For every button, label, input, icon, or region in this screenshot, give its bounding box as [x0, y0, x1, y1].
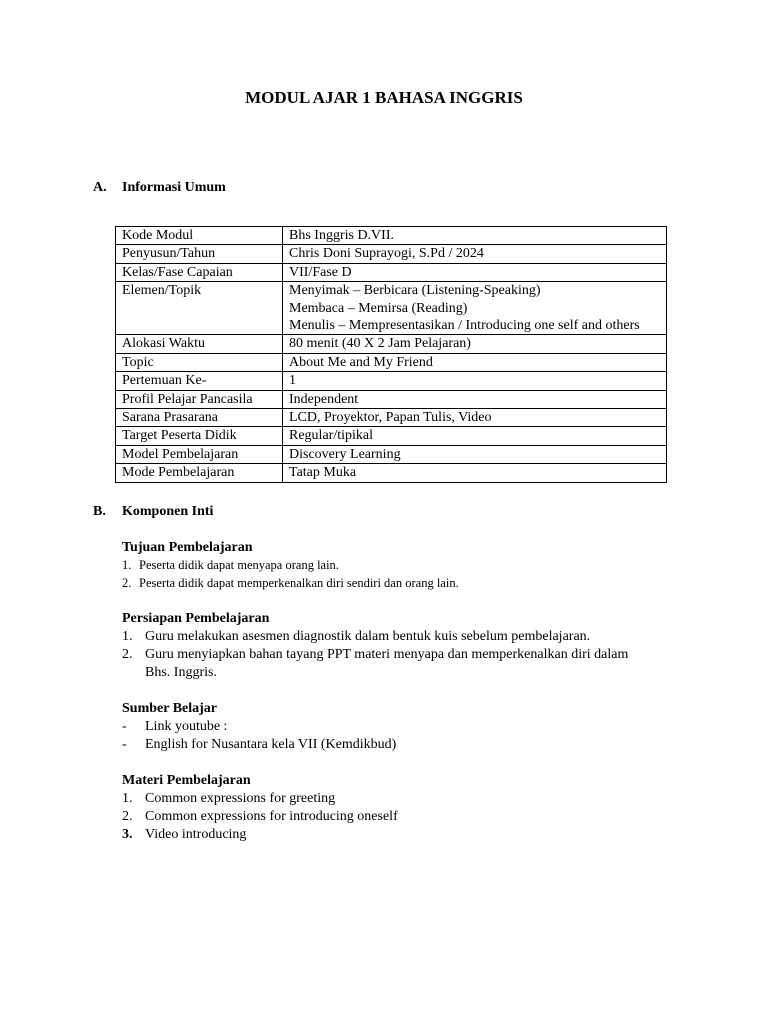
table-row	[116, 464, 667, 482]
table-label-cell: Alokasi Waktu	[116, 335, 283, 353]
list-item	[122, 628, 662, 646]
table-label-cell: Elemen/Topik	[116, 282, 283, 335]
table-label-cell: Mode Pembelajaran	[116, 464, 283, 482]
table-value-line: Membaca – Memirsa (Reading)	[289, 300, 468, 316]
section-a-heading	[93, 179, 226, 197]
table-label-cell: Model Pembelajaran	[116, 445, 283, 463]
list-marker: -	[122, 719, 127, 734]
table-row	[116, 427, 667, 445]
list-item	[122, 808, 662, 826]
list-marker: -	[122, 737, 127, 752]
table-value-cell	[283, 409, 667, 427]
table-value-cell	[283, 263, 667, 281]
list-item	[122, 736, 662, 754]
table-value-cell	[283, 353, 667, 371]
list-marker: 2.	[122, 575, 132, 590]
table-value-cell	[283, 245, 667, 263]
table-value-line: Chris Doni Suprayogi, S.Pd / 2024	[289, 246, 484, 262]
table-value-line: Tatap Muka	[289, 465, 357, 481]
table-label-cell: Target Peserta Didik	[116, 427, 283, 445]
table-label-cell: Topic	[116, 353, 283, 371]
list-item-text: Common expressions for greeting	[145, 791, 336, 806]
table-row	[116, 445, 667, 463]
table-value-cell	[283, 427, 667, 445]
list-item-text: English for Nusantara kela VII (Kemdikbud)	[145, 737, 397, 752]
table-label-cell: Kelas/Fase Capaian	[116, 263, 283, 281]
table-row	[116, 263, 667, 281]
table-row	[116, 335, 667, 353]
materi-pembelajaran-section	[122, 772, 662, 844]
list-marker: 2.	[122, 647, 133, 662]
list-item-text: Peserta didik dapat memperkenalkan diri sendiri dan orang lain.	[139, 575, 459, 590]
list-item	[122, 790, 662, 808]
tujuan-pembelajaran-list	[122, 557, 662, 592]
table-value-cell	[283, 390, 667, 408]
table-row	[116, 282, 667, 335]
table-value-line: 1	[289, 373, 296, 389]
sumber-belajar-heading: Sumber Belajar	[122, 701, 218, 716]
list-item	[122, 646, 662, 682]
table-value-line: Discovery Learning	[289, 446, 401, 462]
table-row	[116, 390, 667, 408]
list-marker: 1.	[122, 791, 133, 806]
list-item-text: Guru menyiapkan bahan tayang PPT materi menyapa dan memperkenalkan diri dalam Bhs. Inggris.	[145, 647, 629, 680]
informasi-umum-table	[115, 226, 667, 483]
table-value-line: About Me and My Friend	[289, 354, 433, 370]
list-item	[122, 575, 662, 593]
table-row	[116, 227, 667, 245]
section-a-letter: A.	[93, 180, 107, 195]
persiapan-pembelajaran-section	[122, 610, 662, 682]
materi-pembelajaran-heading: Materi Pembelajaran	[122, 773, 251, 788]
table-value-line: Menyimak – Berbicara (Listening-Speaking)	[289, 283, 541, 299]
table-value-line: VII/Fase D	[289, 264, 352, 280]
section-b-title: Komponen Inti	[122, 504, 214, 519]
table-value-line: 80 menit (40 X 2 Jam Pelajaran)	[289, 336, 471, 352]
sumber-belajar-section	[122, 700, 662, 754]
list-item	[122, 718, 662, 736]
section-b-heading	[93, 503, 213, 521]
list-item-text: Peserta didik dapat menyapa orang lain.	[139, 558, 339, 572]
table-row	[116, 409, 667, 427]
table-value-cell	[283, 227, 667, 245]
list-item-text: Link youtube :	[145, 719, 228, 734]
table-value-cell	[283, 282, 667, 335]
table-value-cell	[283, 445, 667, 463]
list-marker: 1.	[122, 629, 133, 644]
table-value-line: Bhs Inggris D.VII.	[289, 228, 394, 243]
table-label-cell: Pertemuan Ke-	[116, 372, 283, 390]
table-value-cell	[283, 335, 667, 353]
table-label-cell: Kode Modul	[116, 227, 283, 245]
table-row	[116, 372, 667, 390]
section-b-letter: B.	[93, 504, 106, 519]
list-item-text: Video introducing	[145, 827, 247, 842]
table-label-cell: Sarana Prasarana	[116, 409, 283, 427]
tujuan-pembelajaran-heading: Tujuan Pembelajaran	[122, 540, 253, 555]
persiapan-pembelajaran-list	[122, 628, 662, 682]
list-item	[122, 826, 662, 844]
table-value-line: Independent	[289, 391, 359, 407]
table-value-line: LCD, Proyektor, Papan Tulis, Video	[289, 410, 492, 426]
table-value-line: Regular/tipikal	[289, 428, 373, 444]
sumber-belajar-list	[122, 718, 662, 754]
table-label-cell: Profil Pelajar Pancasila	[116, 390, 283, 408]
persiapan-pembelajaran-heading: Persiapan Pembelajaran	[122, 611, 270, 626]
table-value-cell	[283, 372, 667, 390]
table-label-cell: Penyusun/Tahun	[116, 245, 283, 263]
list-marker: 1.	[122, 558, 132, 572]
document-title: MODUL AJAR 1 BAHASA INGGRIS	[245, 88, 523, 107]
table-row	[116, 245, 667, 263]
tujuan-pembelajaran-section	[122, 539, 662, 592]
table-value-line: Menulis – Mempresentasikan / Introducing one self and others	[289, 318, 640, 334]
list-item	[122, 557, 662, 575]
table-value-cell	[283, 464, 667, 482]
list-marker: 3.	[122, 827, 133, 842]
list-marker: 2.	[122, 809, 133, 824]
materi-pembelajaran-list	[122, 790, 662, 844]
list-item-text: Guru melakukan asesmen diagnostik dalam bentuk kuis sebelum pembelajaran.	[145, 629, 591, 644]
list-item-text: Common expressions for introducing oneself	[145, 809, 398, 824]
section-a-title: Informasi Umum	[122, 180, 226, 195]
table-row	[116, 353, 667, 371]
